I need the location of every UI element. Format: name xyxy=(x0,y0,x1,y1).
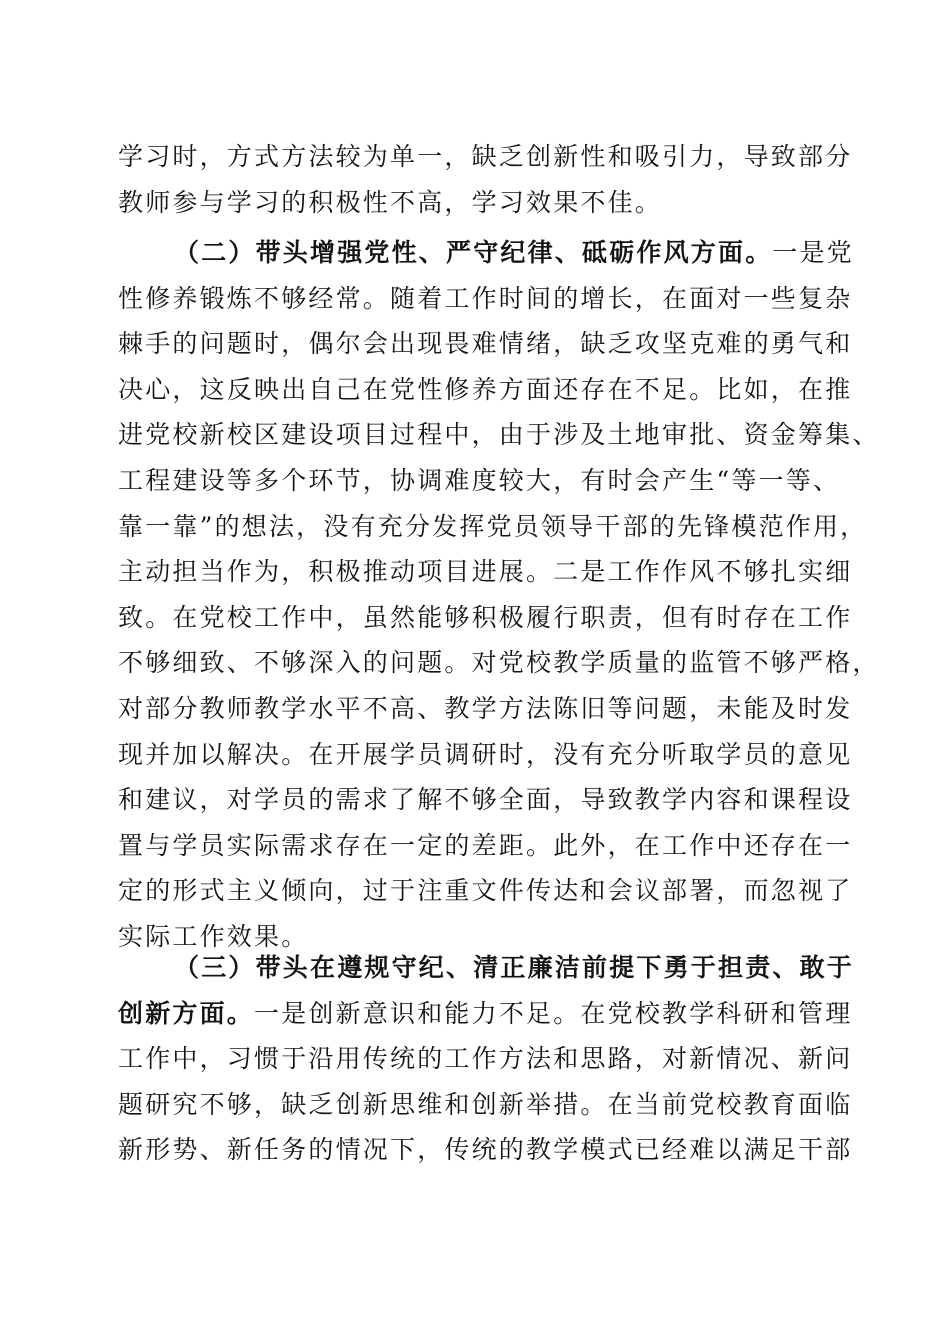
text-line: 主动担当作为，积极推动项目进展。二是工作作风不够扎实细 xyxy=(118,557,853,587)
text-line: 置与学员实际需求存在一定的差距。此外，在工作中还存在一 xyxy=(118,830,853,860)
text-line: 性修养锻炼不够经常。随着工作时间的增长，在面对一些复杂 xyxy=(118,283,853,313)
text-fragment: 一是创新意识和能力不足。在党校教学科研和管理 xyxy=(254,998,853,1028)
paragraph-section-two xyxy=(118,230,880,960)
text-fragment: 一是党 xyxy=(772,238,855,267)
paragraph-section-three xyxy=(118,945,855,1173)
text-line: 进党校新校区建设项目过程中，由于涉及土地审批、资金筹集、 xyxy=(118,420,880,450)
section-heading-continued: 创新方面。 xyxy=(118,998,255,1028)
section-heading: （三）带头在遵规守纪、清正廉洁前提下勇于担责、敢于 xyxy=(174,953,855,982)
text-line: 实际工作效果。 xyxy=(118,921,309,951)
text-line xyxy=(118,991,853,1037)
text-line: 学习时，方式方法较为单一，缺乏创新性和吸引力，导致部分 xyxy=(118,142,853,171)
text-line: 和建议，对学员的需求了解不够全面，导致教学内容和课程设 xyxy=(118,785,853,815)
text-line: 靠一靠”的想法，没有充分发挥党员领导干部的先锋模范作用， xyxy=(118,511,868,541)
text-line xyxy=(118,945,855,991)
text-line: 新形势、新任务的情况下，传统的教学模式已经难以满足干部 xyxy=(118,1135,853,1165)
section-heading: （二）带头增强党性、严守纪律、砥砺作风方面。 xyxy=(174,238,773,267)
text-line: 决心，这反映出自己在党性修养方面还存在不足。比如，在推 xyxy=(118,374,853,404)
paragraph-continuation xyxy=(118,134,853,225)
text-line: 定的形式主义倾向，过于注重文件传达和会议部署，而忽视了 xyxy=(118,876,853,906)
text-line: 工程建设等多个环节，协调难度较大，有时会产生“等一等、 xyxy=(118,465,841,495)
text-line: 不够细致、不够深入的问题。对党校教学质量的监管不够严格， xyxy=(118,648,880,678)
text-line: 题研究不够，缺乏创新思维和创新举措。在当前党校教育面临 xyxy=(118,1089,853,1119)
text-line xyxy=(118,230,855,276)
text-line: 工作中，习惯于沿用传统的工作方法和思路，对新情况、新问 xyxy=(118,1044,853,1074)
text-line: 棘手的问题时，偶尔会出现畏难情绪，缺乏攻坚克难的勇气和 xyxy=(118,329,853,359)
text-line: 致。在党校工作中，虽然能够积极履行职责，但有时存在工作 xyxy=(118,602,853,632)
text-line: 对部分教师教学水平不高、教学方法陈旧等问题，未能及时发 xyxy=(118,693,853,723)
text-line: 教师参与学习的积极性不高，学习效果不佳。 xyxy=(118,187,663,217)
text-line: 现并加以解决。在开展学员调研时，没有充分听取学员的意见 xyxy=(118,739,853,769)
